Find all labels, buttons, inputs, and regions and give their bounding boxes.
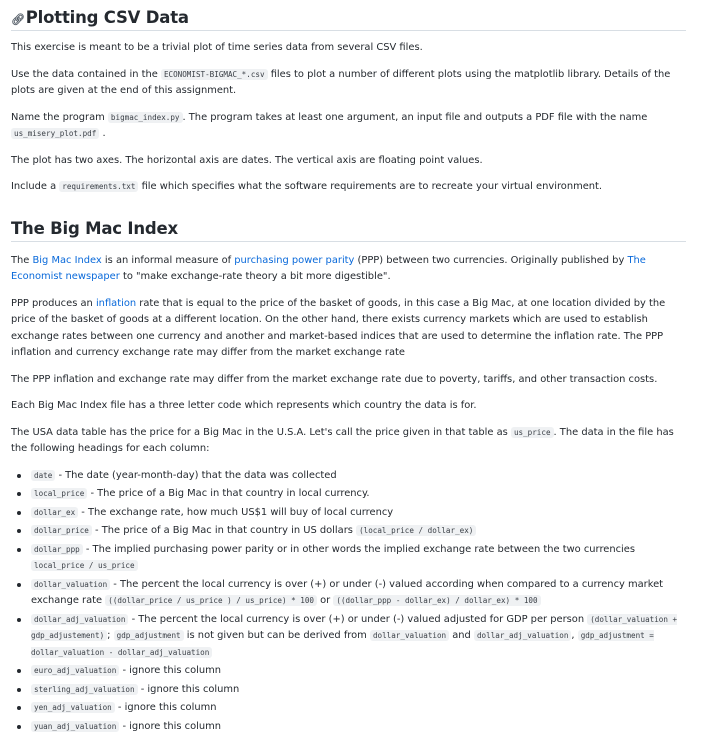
- bullet-icon: [17, 529, 21, 533]
- bullet-icon: [17, 669, 21, 673]
- link-purchasing-power-parity[interactable]: purchasing power parity: [234, 255, 354, 266]
- bullet-icon: [17, 688, 21, 692]
- paragraph-program-name: Name the program bigmac_index.py . The program takes at least one argument, an input file and outputs a PDF file with the name us_misery_plot.pdf .: [11, 110, 686, 143]
- code-program-name: bigmac_index.py: [108, 112, 183, 123]
- list-item: dollar_ex - The exchange rate, how much US$1 will buy of local currency: [31, 505, 686, 522]
- list-item: date - The date (year-month-day) that the data was collected: [31, 468, 686, 485]
- list-item: dollar_price - The price of a Big Mac in that country in US dollars (local_price / dollar_ex): [31, 523, 686, 540]
- paragraph-usa-table: The USA data table has the price for a Big Mac in the U.S.A. Let's call the price given in that table as us_price . The data in the file has the following headings for each column:: [11, 425, 686, 458]
- list-item: sterling_adj_valuation - ignore this column: [31, 682, 686, 699]
- link-inflation[interactable]: inflation: [96, 298, 136, 309]
- code-output-file: us_misery_plot.pdf: [11, 128, 99, 139]
- bullet-icon: [17, 725, 21, 729]
- paragraph-country-code: Each Big Mac Index file has a three letter code which represents which country the data is for.: [11, 398, 686, 415]
- list-item: local_price - The price of a Big Mac in that country in local currency.: [31, 486, 686, 503]
- paragraph-ppp-differs: The PPP inflation and exchange rate may differ from the market exchange rate due to poverty, tariffs, and other transaction costs.: [11, 372, 686, 389]
- paragraph-data-files: Use the data contained in the ECONOMIST-BIGMAC_*.csv files to plot a number of different plots using the matplotlib library. Details of the plots are given at the end of this assignment.: [11, 67, 686, 100]
- bullet-icon: [17, 583, 21, 587]
- bullet-icon: [17, 474, 21, 478]
- heading-plotting-csv-data: [11, 0, 686, 31]
- list-item: yen_adj_valuation - ignore this column: [31, 700, 686, 717]
- code-requirements-file: requirements.txt: [59, 181, 138, 192]
- list-item: euro_adj_valuation - ignore this column: [31, 663, 686, 680]
- list-item: dollar_valuation - The percent the local currency is over (+) or under (-) valued according when compared to a currency market exchange rate ((dollar_price / us_price ) / us_price) * 100 or ((dollar_ppp - dollar_ex) / dollar_ex) * 100: [31, 577, 686, 610]
- bullet-icon: [17, 706, 21, 710]
- bullet-icon: [17, 511, 21, 515]
- paragraph-intro: This exercise is meant to be a trivial plot of time series data from several CSV files.: [11, 40, 686, 57]
- list-item: dollar_ppp - The implied purchasing power parity or in other words the implied exchange rate between the two currencies local_price / us_price: [31, 542, 686, 575]
- link-the-economist[interactable]: The Economist newspaper: [11, 255, 646, 283]
- paragraph-requirements: Include a requirements.txt file which specifies what the software requirements are to recreate your virtual environment.: [11, 179, 686, 196]
- paragraph-big-mac-intro: The Big Mac Index is an informal measure of purchasing power parity (PPP) between two currencies. Originally published by The Economist newspaper to "make exchange-rate theory a bit more digestible".: [11, 253, 686, 286]
- paragraph-ppp: PPP produces an inflation rate that is equal to the price of the basket of goods, in this case a Big Mac, at one location divided by the price of the basket of goods at a different location. On the other hand, there exists currency markets which are used to establish exchange rates between one currency and another and market-based indices that are used to determine the inflation rate. The PPP inflation and currency exchange rate may differ from the market exchange rate: [11, 296, 686, 362]
- bullet-icon: [17, 548, 21, 552]
- link-icon[interactable]: 🔗︎: [11, 13, 25, 26]
- list-item: dollar_adj_valuation - The percent the local currency is over (+) or under (-) valued adjusted for GDP per person (dollar_valuation + gdp_adjustement) ; gdp_adjustment is not given but can be derived from dollar_valuation and dollar_adj_valuation , gdp_adjustment = dollar_valuation - dollar_adj_valuation: [31, 612, 686, 662]
- bullet-icon: [17, 618, 21, 622]
- link-big-mac-index[interactable]: Big Mac Index: [33, 255, 102, 266]
- column-list: [11, 468, 686, 735]
- code-filename-pattern: ECONOMIST-BIGMAC_*.csv: [161, 69, 268, 80]
- bullet-icon: [17, 492, 21, 496]
- list-item: yuan_adj_valuation - ignore this column: [31, 719, 686, 735]
- heading-text: Plotting CSV Data: [26, 8, 189, 27]
- paragraph-axes: The plot has two axes. The horizontal axis are dates. The vertical axis are floating point values.: [11, 153, 686, 170]
- heading-big-mac-index: The Big Mac Index: [11, 217, 686, 242]
- code-us-price: us_price: [511, 427, 554, 438]
